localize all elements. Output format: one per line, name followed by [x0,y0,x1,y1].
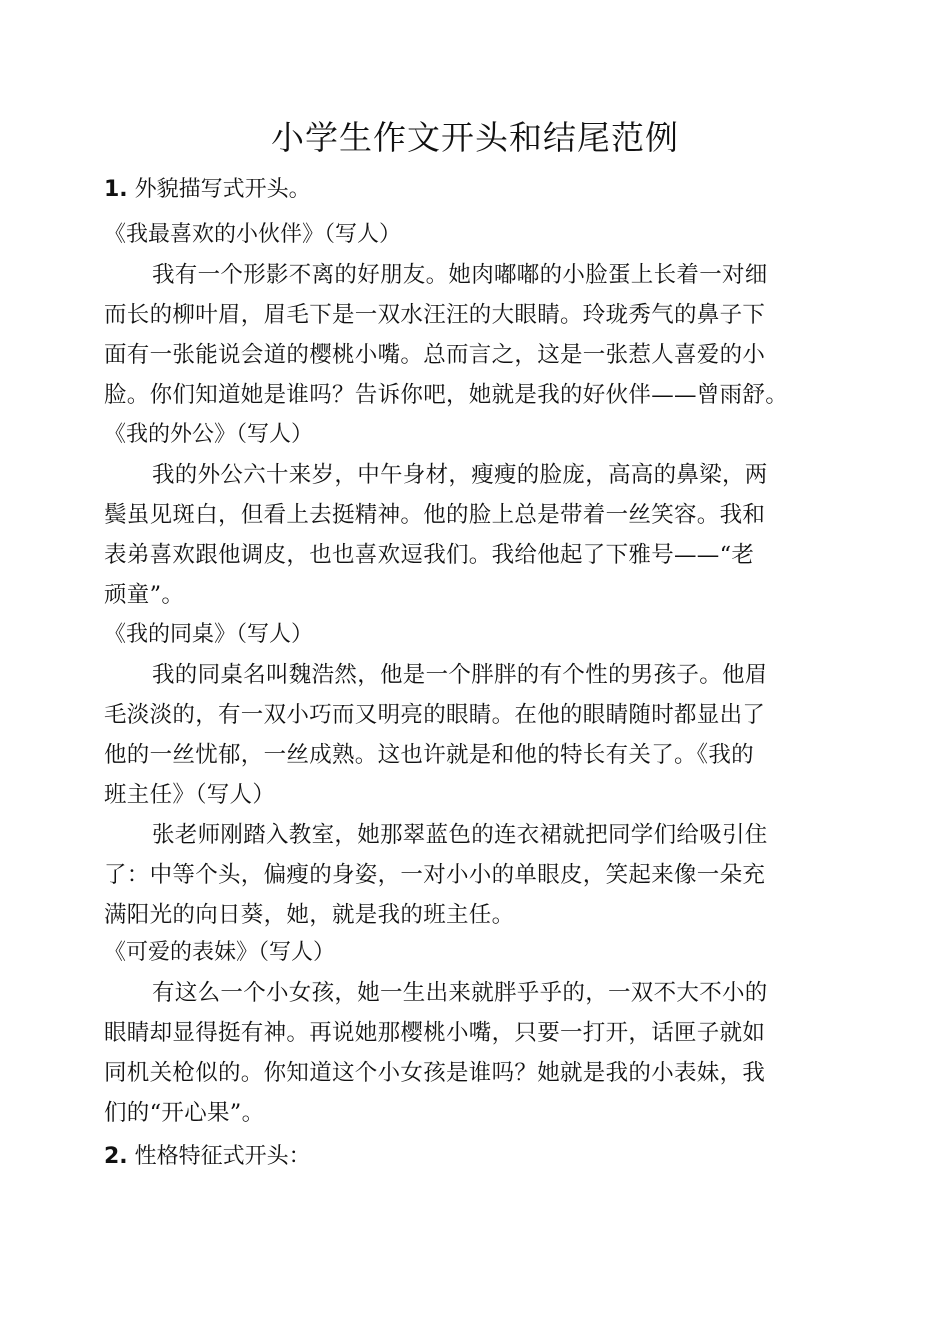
paragraph-line: 们的“开心果”。 [104,1100,265,1126]
essay-paragraph-5 [104,973,894,1133]
essay-paragraph-2 [104,455,894,615]
paragraph-line: 我的同桌名叫魏浩然，他是一个胖胖的有个性的男孩子。他眉 [152,662,768,688]
paragraph-line: 他的一丝忧郁，一丝成熟。这也许就是和他的特长有关了。《我的 [104,742,754,768]
paragraph-line: 眼睛却显得挺有神。再说她那樱桃小嘴，只要一打开，话匣子就如 [104,1020,766,1046]
paragraph-line: 鬓虽见斑白，但看上去挺精神。他的脸上总是带着一丝笑容。我和 [104,502,766,528]
section-heading-2 [104,1140,311,1174]
paragraph-line: 了：中等个头，偏瘦的身姿，一对小小的单眼皮，笑起来像一朵充 [104,862,766,888]
section-label: 性格特征式开头： [134,1144,311,1169]
section-number: 2. [104,1144,128,1169]
paragraph-line: 满阳光的向日葵，她，就是我的班主任。 [104,902,515,928]
paragraph-line: 我有一个形影不离的好朋友。她肉嘟嘟的小脸蛋上长着一对细 [152,262,768,288]
essay-heading-2: 《我的外公》（写人） [104,422,314,447]
essay-paragraph-4 [104,815,894,935]
paragraph-line: 我的外公六十来岁，中午身材，瘦瘦的脸庞，高高的鼻梁，两 [152,462,768,488]
paragraph-line: 脸。你们知道她是谁吗？告诉你吧，她就是我的好伙伴——曾雨舒。 [104,382,789,408]
essay-paragraph-1 [104,255,894,415]
paragraph-line: 有这么一个小女孩，她一生出来就胖乎乎的，一双不大不小的 [152,980,768,1006]
paragraph-line: 张老师刚踏入教室，她那翠蓝色的连衣裙就把同学们给吸引住 [152,822,768,848]
paragraph-line: 而长的柳叶眉，眉毛下是一双水汪汪的大眼睛。玲珑秀气的鼻子下 [104,302,766,328]
paragraph-line: 毛淡淡的，有一双小巧而又明亮的眼睛。在他的眼睛随时都显出了 [104,702,766,728]
paragraph-line: 班主任》（写人） [104,782,276,808]
section-label: 外貌描写式开头。 [134,177,311,202]
essay-paragraph-3 [104,655,894,815]
section-number: 1. [104,177,128,202]
paragraph-line: 同机关枪似的。你知道这个小女孩是谁吗？她就是我的小表妹，我 [104,1060,766,1086]
essay-heading-3: 《我的同桌》（写人） [104,622,314,647]
essay-heading-5: 《可爱的表妹》（写人） [104,940,336,965]
section-heading-1 [104,173,311,207]
essay-heading-1: 《我最喜欢的小伙伴》（写人） [104,222,402,247]
paragraph-line: 表弟喜欢跟他调皮，也也喜欢逗我们。我给他起了下雅号——“老 [104,542,755,568]
page-title: 小学生作文开头和结尾范例 [271,118,679,157]
paragraph-line: 顽童”。 [104,582,185,608]
paragraph-line: 面有一张能说会道的樱桃小嘴。总而言之，这是一张惹人喜爱的小 [104,342,766,368]
